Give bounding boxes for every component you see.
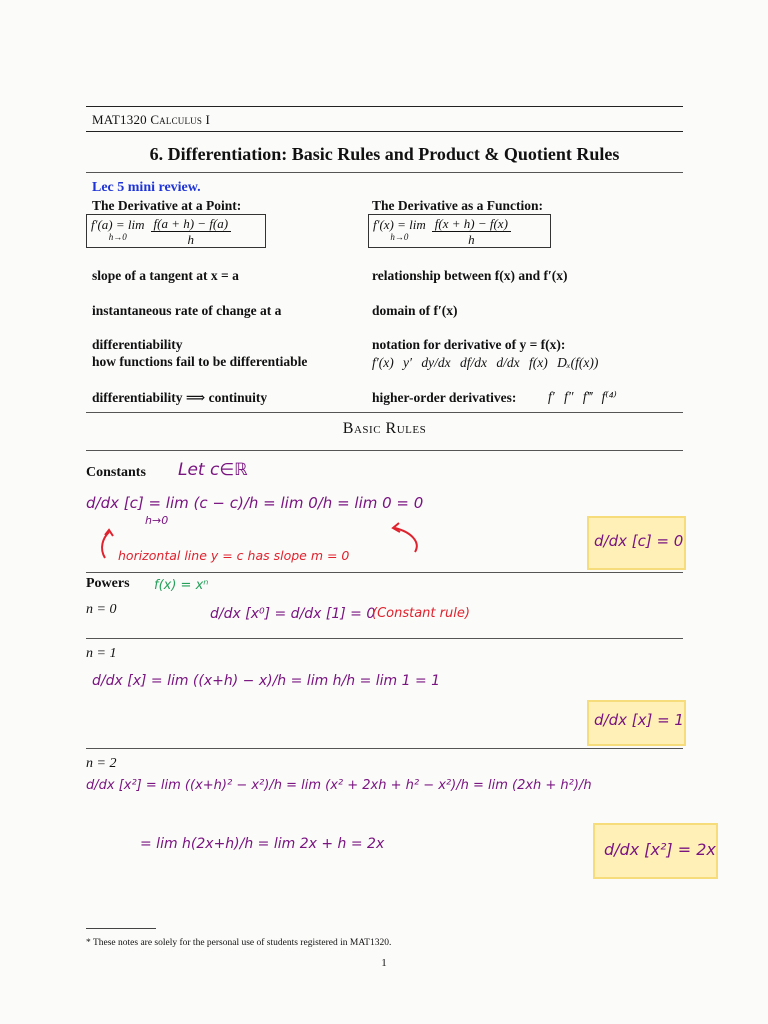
course-name: Calculus I xyxy=(150,112,211,127)
derivative-function-title: The Derivative as a Function: xyxy=(372,198,543,213)
constants-label: Constants xyxy=(86,465,146,480)
footnote-rule xyxy=(86,928,156,929)
formula-sub: h→0 xyxy=(108,232,127,242)
derivative-at-point-formula xyxy=(86,214,266,248)
n1-label: n = 1 xyxy=(86,646,117,661)
formula-lhs: f′(x) = lim xyxy=(373,217,426,232)
formula-sub: h→0 xyxy=(390,232,409,242)
page-number: 1 xyxy=(381,957,387,969)
chapter-title: 6. Differentiation: Basic Rules and Product & Quotient Rules xyxy=(149,144,620,164)
review-topic: relationship between f(x) and f′(x) xyxy=(372,268,568,283)
n0-label: n = 0 xyxy=(86,602,117,617)
course-code: MAT1320 xyxy=(92,112,147,127)
n2-result: d/dx [x²] = 2x xyxy=(604,840,716,859)
review-topic: instantaneous rate of change at a xyxy=(92,303,282,318)
review-topic: notation for derivative of y = f(x): xyxy=(372,337,566,352)
formula-den: h xyxy=(468,231,475,247)
n0-annotation: (Constant rule) xyxy=(372,606,470,621)
formula-lhs: f′(a) = lim xyxy=(91,217,145,232)
review-topic: how functions fail to be differentiable xyxy=(92,354,308,369)
annotation-arrows xyxy=(95,518,425,568)
higher-order-notations: f′ f″ f‴ f⁽⁴⁾ xyxy=(548,389,617,404)
n0-work: d/dx [x⁰] = d/dx [1] = 0 xyxy=(210,606,376,622)
n1-work: d/dx [x] = lim ((x+h) − x)/h = lim h/h = lim 1 = 1 xyxy=(92,673,441,689)
powers-note: f(x) = xⁿ xyxy=(154,578,209,593)
derivative-function-formula xyxy=(368,214,551,248)
n1-result: d/dx [x] = 1 xyxy=(594,711,684,729)
review-topic: higher-order derivatives: xyxy=(372,390,517,405)
limit-subscript: h→0 xyxy=(145,514,169,527)
constant-rule-result: d/dx [c] = 0 xyxy=(594,532,684,550)
review-topic: slope of a tangent at x = a xyxy=(92,268,239,283)
course-header xyxy=(92,112,210,128)
formula-num: f(a + h) − f(a) xyxy=(151,216,232,232)
n2-work-line2: = lim h(2x+h)/h = lim 2x + h = 2x xyxy=(140,836,385,852)
review-topic: domain of f′(x) xyxy=(372,303,458,318)
review-topic: differentiability ⟹ continuity xyxy=(92,390,268,405)
constants-annotation: horizontal line y = c has slope m = 0 xyxy=(118,548,350,563)
n2-label: n = 2 xyxy=(86,756,117,771)
review-heading: Lec 5 mini review. xyxy=(92,180,201,195)
constants-work: d/dx [c] = lim (c − c)/h = lim 0/h = lim 0 = 0 xyxy=(86,494,424,512)
constants-note: Let c∈ℝ xyxy=(178,460,248,480)
review-topic: differentiability xyxy=(92,337,183,352)
derivative-at-point-title: The Derivative at a Point: xyxy=(92,198,242,213)
derivative-notations: f′(x) y′ dy/dx df/dx d/dx f(x) Dₓ(f(x)) xyxy=(372,355,599,370)
n2-work-line1: d/dx [x²] = lim ((x+h)² − x²)/h = lim (x² + 2xh + h² − x²)/h = lim (2xh + h²)/h xyxy=(86,778,592,793)
section-title: Basic Rules xyxy=(342,420,427,437)
formula-num: f(x + h) − f(x) xyxy=(432,216,511,232)
footnote: * These notes are solely for the personal use of students registered in MAT1320. xyxy=(86,938,392,948)
powers-label: Powers xyxy=(86,576,130,591)
formula-den: h xyxy=(187,231,195,247)
